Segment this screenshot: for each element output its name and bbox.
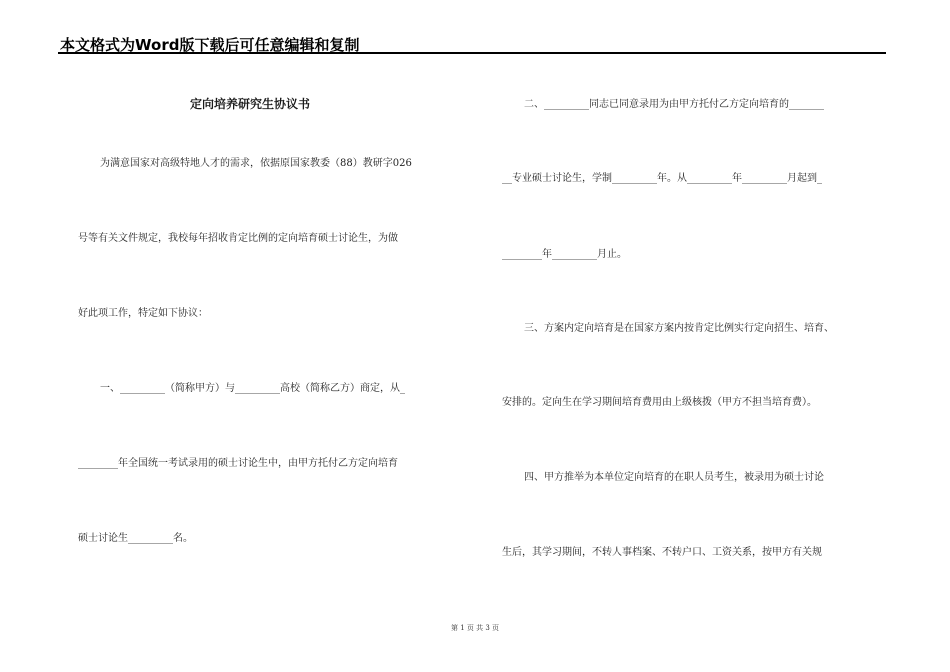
document-banner: 本文格式为Word版下载后可任意编辑和复制 <box>60 36 360 54</box>
page-number: 第 1 页 共 3 页 <box>450 624 500 632</box>
right-line-5: 安排的。定向生在学习期间培育费用由上级核拨（甲方不担当培育费）。 <box>502 397 817 408</box>
right-line-2: __专业硕士讨论生，学制_________年。从_________年_________月起到_ <box>502 173 822 184</box>
left-line-2: 号等有关文件规定，我校每年招收肯定比例的定向培育硕士讨论生，为做 <box>78 233 398 244</box>
left-line-4: 一、_________（简称甲方）与_________高校（简称乙方）商定，从_ <box>100 383 405 394</box>
document-title: 定向培养研究生协议书 <box>190 97 311 111</box>
header-divider <box>58 52 886 54</box>
left-line-1: 为满意国家对高级特地人才的需求，依据原国家教委（88）教研字026 <box>100 158 412 169</box>
left-line-5: ________年全国统一考试录用的硕士讨论生中，由甲方托付乙方定向培育 <box>78 458 398 469</box>
right-line-6: 四、甲方推举为本单位定向培育的在职人员考生，被录用为硕士讨论 <box>524 472 824 483</box>
right-line-3: ________年_________月止。 <box>502 249 627 260</box>
right-line-1: 二、_________同志已同意录用为由甲方托付乙方定向培育的_______ <box>524 99 824 110</box>
left-line-6: 硕士讨论生_________名。 <box>78 533 193 544</box>
right-line-7: 生后，其学习期间，不转人事档案、不转户口、工资关系，按甲方有关规 <box>502 547 822 558</box>
right-line-4: 三、方案内定向培育是在国家方案内按肯定比例实行定向招生、培育、 <box>524 323 834 334</box>
left-line-3: 好此项工作，特定如下协议： <box>78 308 208 319</box>
